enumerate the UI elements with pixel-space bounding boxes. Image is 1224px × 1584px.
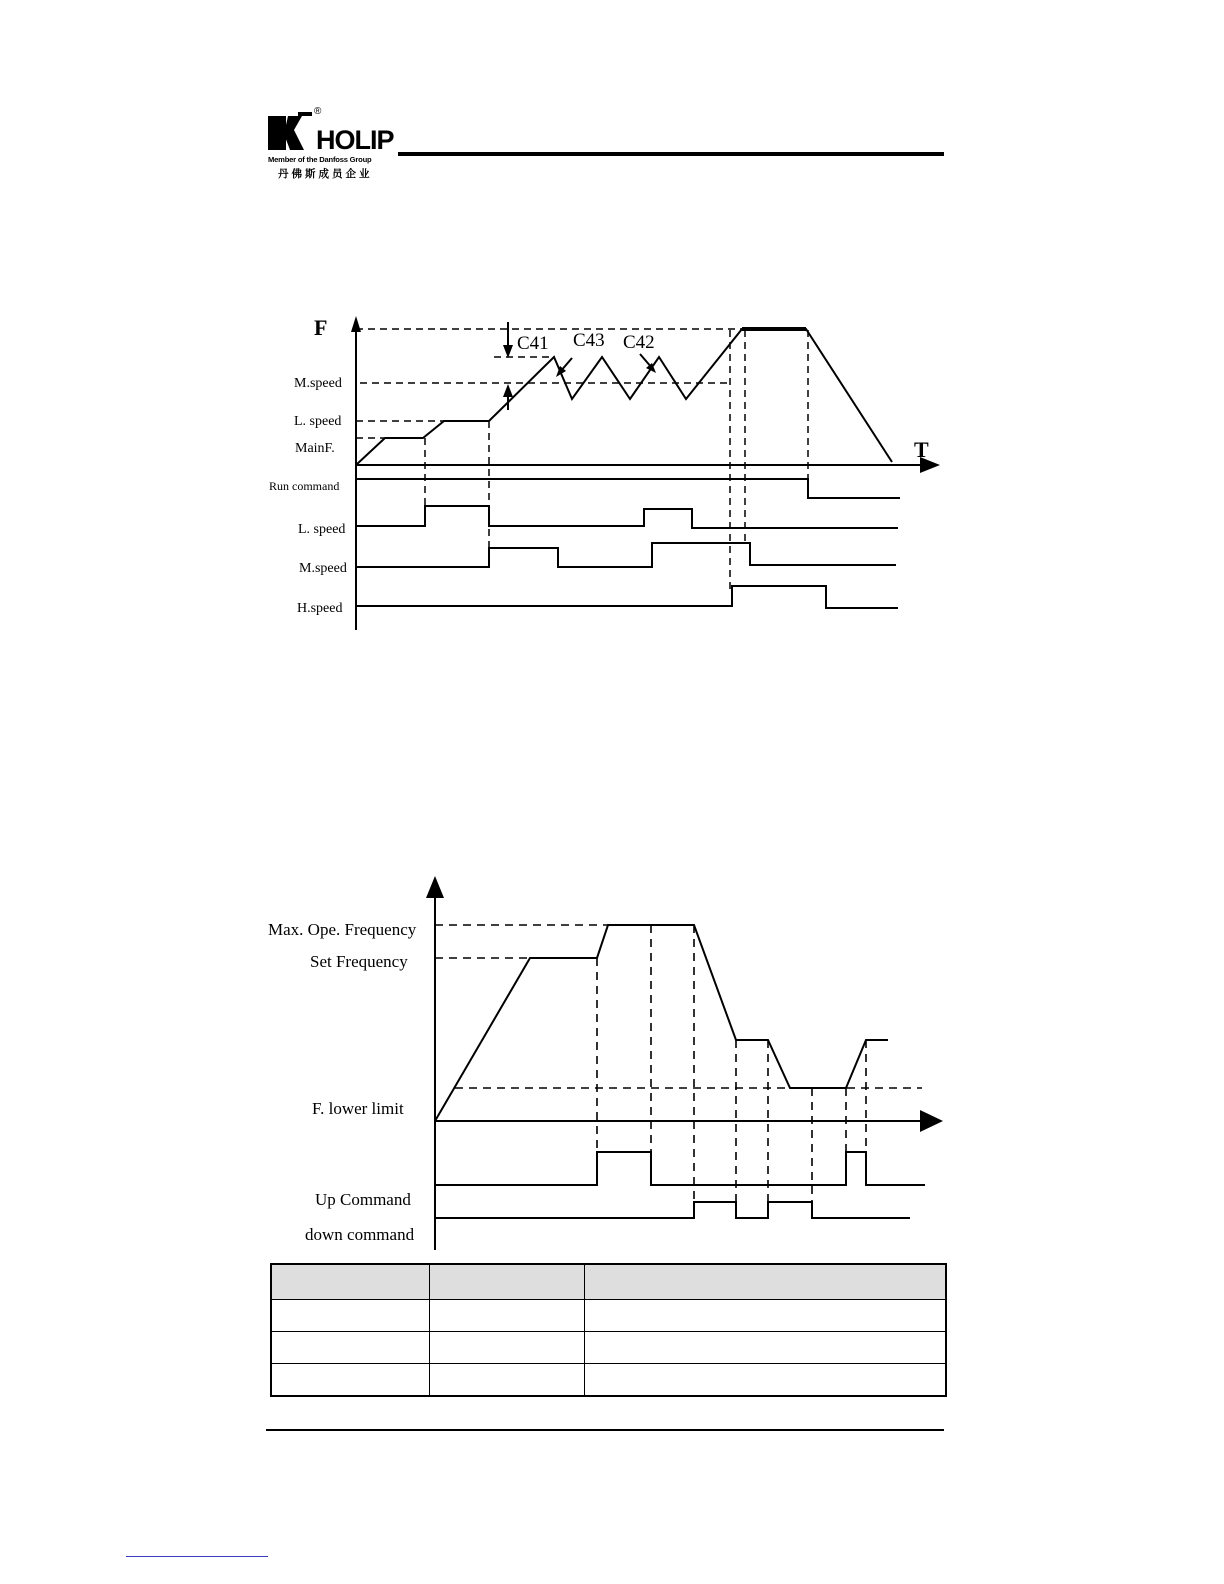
table-cell: [271, 1364, 429, 1397]
table-cell: [429, 1264, 584, 1300]
h-speed-signal-label: H.speed: [297, 601, 343, 616]
table-cell: [429, 1300, 584, 1332]
set-frequency-label: Set Frequency: [310, 952, 408, 971]
c41-label: C41: [517, 333, 549, 354]
table-cell: [271, 1300, 429, 1332]
table-cell: [584, 1264, 946, 1300]
table-cell: [584, 1332, 946, 1364]
table-header-row: [271, 1264, 946, 1300]
frequency-curve-2: [435, 925, 888, 1121]
axis-t-label: T: [914, 437, 929, 462]
mainf-level-label: MainF.: [295, 441, 335, 456]
brand-tagline-cn: 丹佛斯成员企业: [278, 168, 373, 180]
c43-label: C43: [573, 330, 605, 351]
table-row: [271, 1332, 946, 1364]
table-cell: [429, 1332, 584, 1364]
table-cell: [271, 1264, 429, 1300]
up-command-signal: [435, 1152, 925, 1185]
down-command-signal: [435, 1202, 910, 1218]
brand-tagline: Member of the Danfoss Group: [268, 155, 372, 164]
footer-rule: [266, 1429, 944, 1431]
c42-label: C42: [623, 332, 655, 353]
freq-axis-arrow: [426, 876, 444, 898]
axis-f-label: F: [314, 315, 328, 340]
time-axis-arrow: [920, 1110, 943, 1132]
brand-name: HOLIP: [316, 125, 394, 155]
up-command-label: Up Command: [315, 1190, 411, 1209]
table-cell: [429, 1364, 584, 1397]
down-command-label: down command: [305, 1225, 415, 1244]
l-speed-signal-label: L. speed: [298, 522, 346, 537]
table-cell: [584, 1364, 946, 1397]
m-speed-level-label: M.speed: [294, 376, 342, 391]
l-speed-level-label: L. speed: [294, 414, 342, 429]
f-lower-limit-label: F. lower limit: [312, 1099, 404, 1118]
parameter-table: [270, 1263, 947, 1397]
m-speed-signal-label: M.speed: [299, 561, 347, 576]
table-cell: [271, 1332, 429, 1364]
table-cell: [584, 1300, 946, 1332]
page-edge-mark: [126, 1556, 268, 1557]
max-ope-frequency-label: Max. Ope. Frequency: [268, 920, 417, 939]
table-row: [271, 1364, 946, 1397]
registered-mark: ®: [314, 106, 322, 117]
table-row: [271, 1300, 946, 1332]
run-command-label: Run command: [269, 479, 340, 493]
